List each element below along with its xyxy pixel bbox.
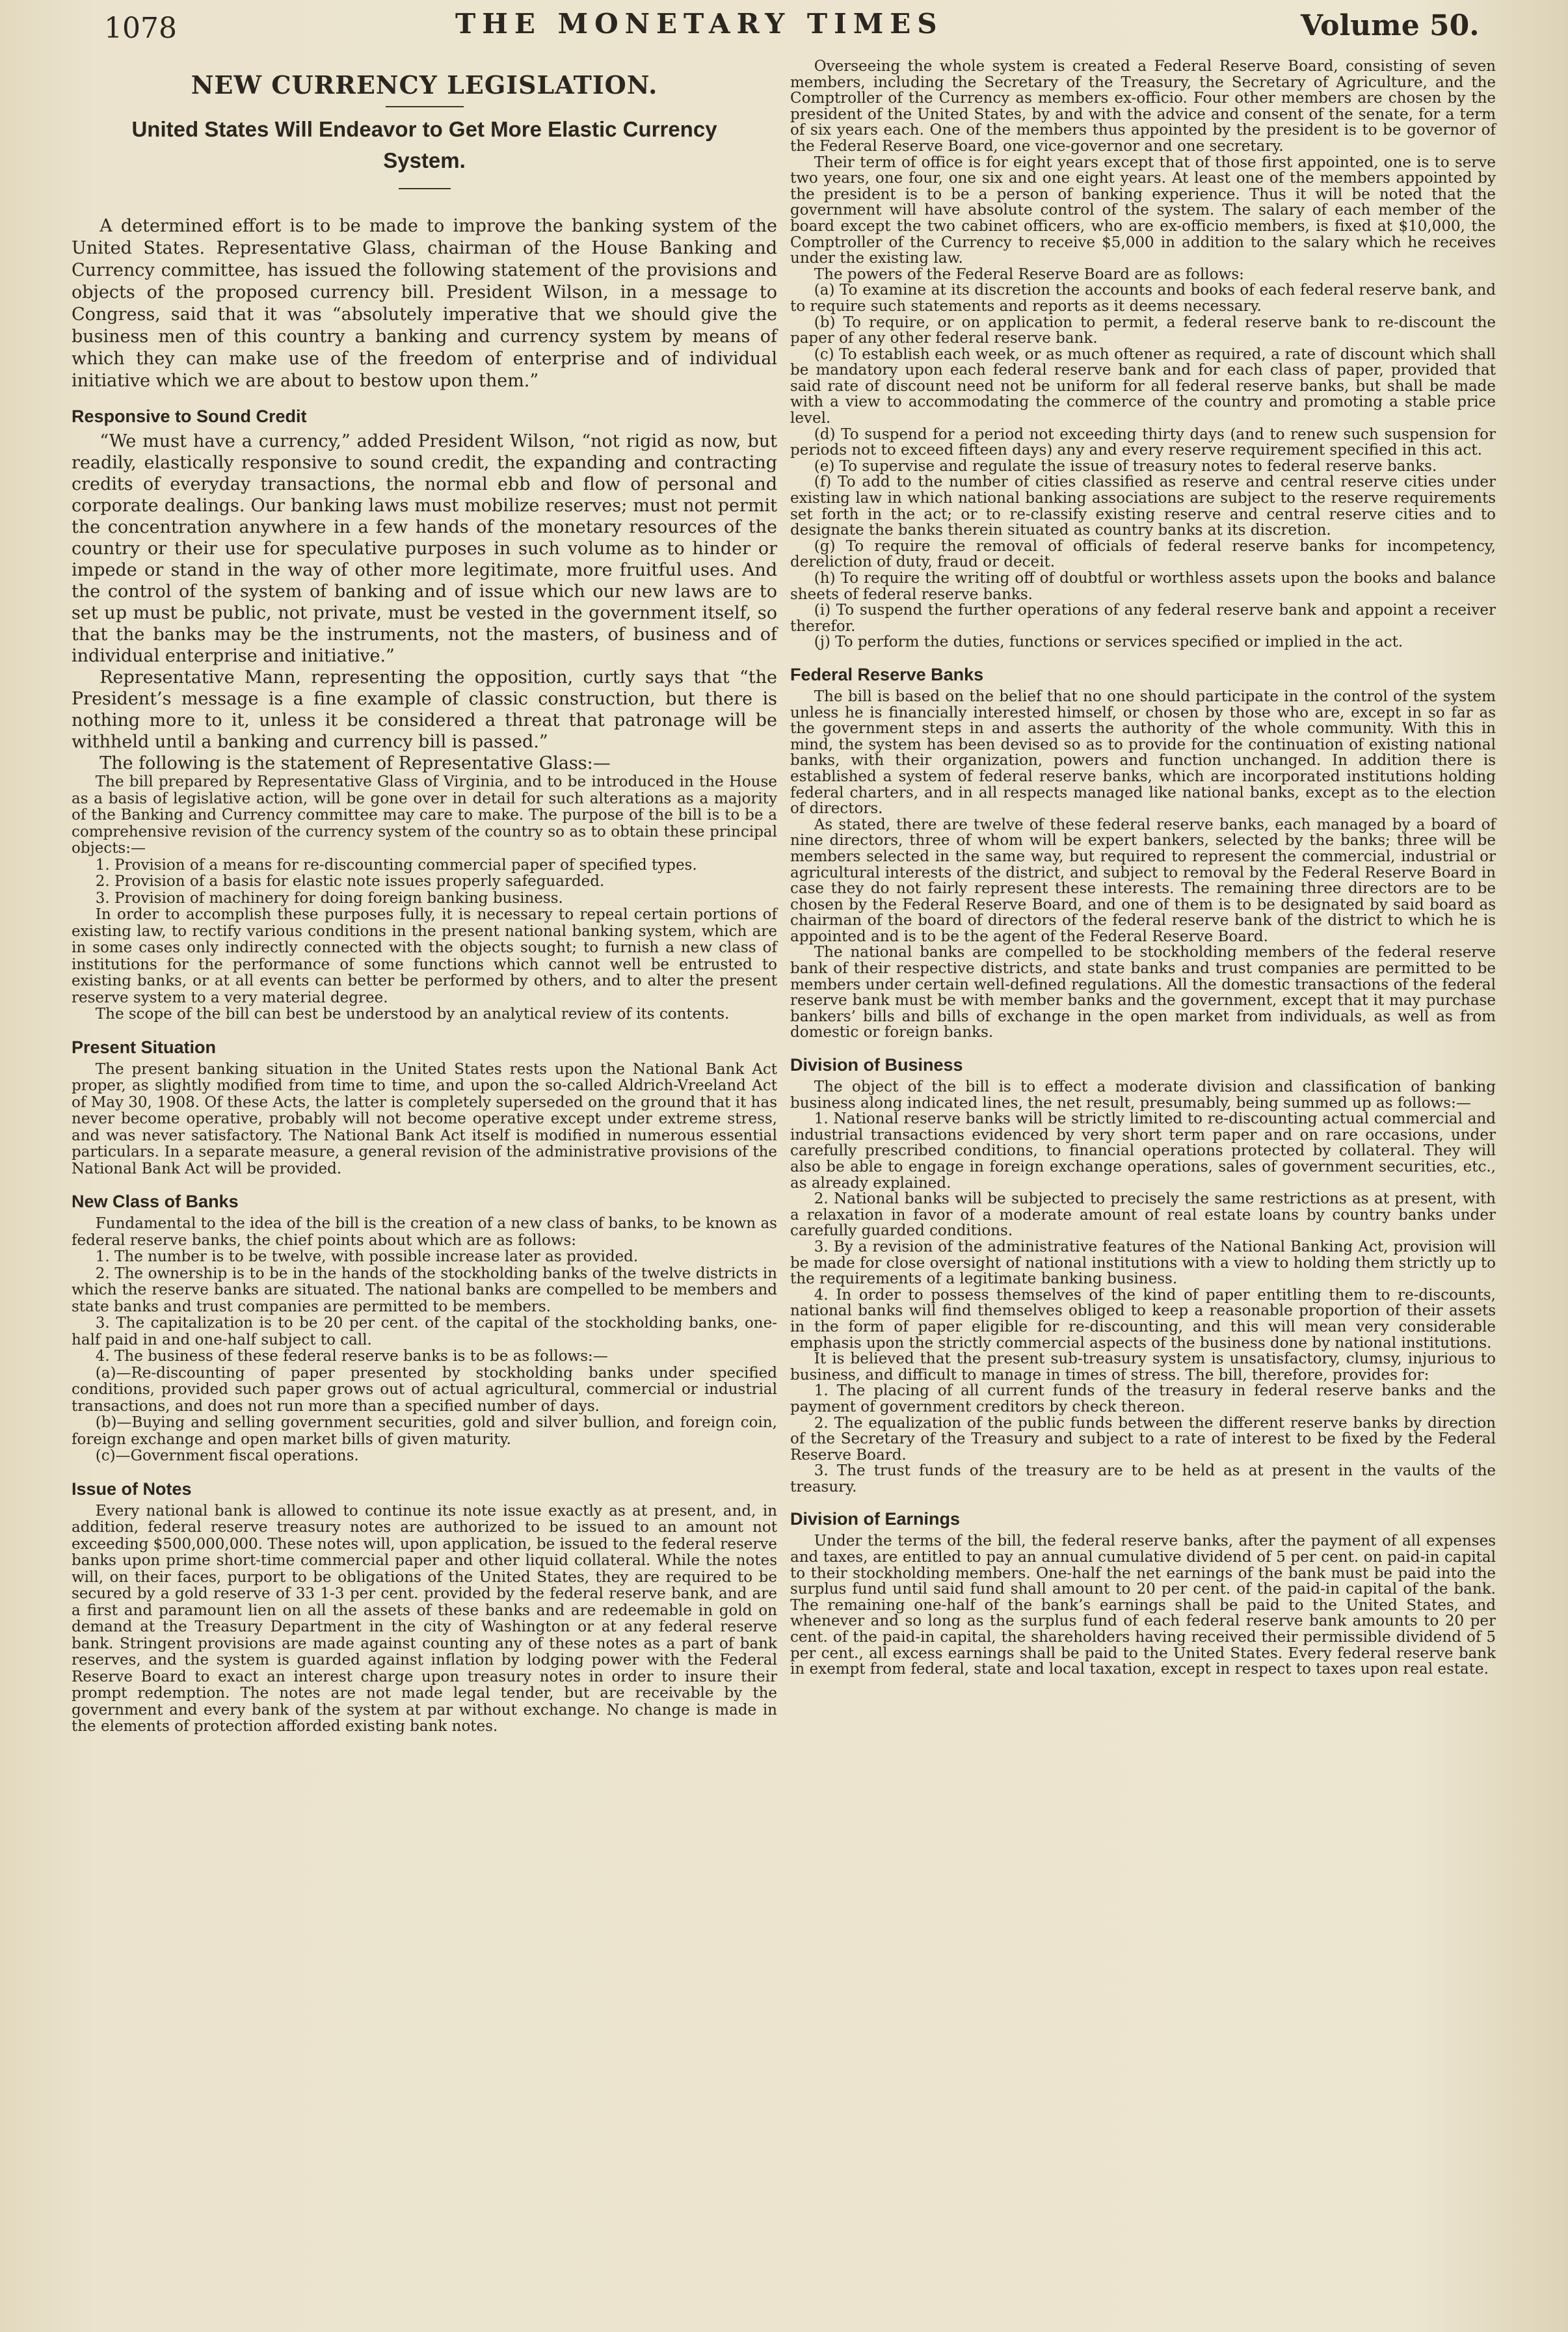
list-item: 3. Provision of machinery for doing foreign banking business. [95, 889, 563, 907]
paragraph: Under the terms of the bill, the federal reserve banks, after the payment of all expenses and taxes, are entitled to pay an annual cumulative dividend of 5 per cent. on paid-in capital to their stockholding members. One-half the net earnings of the bank must be paid into the surplus fund until said fund shall amount to 20 per cent. of the paid-in capital of the bank. The remaining one-half of the bank’s earnings shall be paid to the United States, and whenever and so long as the surplus fund of each federal reserve bank amounts to 20 per cent. of the paid-in capital, the shareholders having received their permissible dividend of 5 per cent., all excess earnings shall be paid to the United States. Every federal reserve bank in exempt from federal, state and local taxation, except in respect to taxes upon real estate. [790, 1533, 1496, 1678]
list-item: 3. The trust funds of the treasury are to be held as at present in the vaults of the treasury. [790, 1462, 1496, 1495]
paragraph: In order to accomplish these purposes fully, it is necessary to repeal certain portions of existing law, to rectify various conditions in the present national banking system, which are in some cases only indirectly connected with the objects sought; to furnish a new class of institutions for the performance of some functions which cannot well be entrusted to existing banks, or at all events can better be performed by others, and to alter the present reserve system to a very material degree. [72, 906, 777, 1006]
list-item: (g) To require the removal of officials of federal reserve banks for incompetency, dereliction of duty, fraud or deceit. [790, 537, 1496, 571]
section-earnings [790, 1533, 1496, 1677]
article-subheadline: United States Will Endeavor to Get More Elastic Currency System. [131, 117, 717, 172]
list-item: 3. The capitalization is to be 20 per cent. of the capital of the stockholding banks, one-half paid in and one-half subject to call. [72, 1315, 777, 1348]
paragraph: Overseeing the whole system is created a Federal Reserve Board, consisting of seven members, including the Secretary of the Treasury, the Secretary of Agriculture, and the Comptroller of the Currency as members ex-officio. Four other members are chosen by the president of the United States, by and with the advice and consent of the senate, for a term of six years each. One of the members thus appointed by the president is to be governor of the Federal Reserve Board, one vice-governor and one secretary. [790, 58, 1496, 155]
paragraph: Representative Mann, representing the opposition, curtly says that “the President’s message is a fine example of classic construction, but there is nothing more to it, unless it be considered a threat that patronage will be withheld until a banking and currency bill is passed.” [72, 667, 777, 752]
list-item: 2. Provision of a basis for elastic note issues properly safeguarded. [95, 873, 605, 890]
headline-rule [386, 106, 464, 107]
section-frbanks [790, 689, 1496, 1041]
section-present [72, 1062, 777, 1178]
section-heading-responsive: Responsive to Sound Credit [72, 407, 307, 426]
paragraph: Their term of office is for eight years except that of those first appointed, one is to serve two years, one four, one six and one eight years. At least one of the members appointed by the president is to be a person of banking experience. Thus it will be noted that the government will have absolute control of the system. The salary of each member of the board except the two cabinet officers, who are ex-officio members, is fixed at $10,000, the Comptroller of the Currency to receive $5,000 in addition to the salary which he receives under the existing law. [790, 154, 1496, 267]
list-item: 1. Provision of a means for re-discounting commercial paper of specified types. [95, 856, 697, 874]
section-heading-division: Division of Business [790, 1055, 963, 1075]
paragraph: The object of the bill is to effect a moderate division and classification of banking business along indicated lines, the net result, presumably, being summed up as follows:— [790, 1079, 1496, 1112]
list-item: 1. National reserve banks will be strictly limited to re-discounting actual commercial and industrial transactions evidenced by very short term paper and on rare occasions, under carefully prescribed conditions, to financial operations protected by collateral. They will also be able to engage in foreign exchange operations, sales of government securities, etc., as already explained. [790, 1110, 1496, 1192]
list-item: (e) To supervise and regulate the issue of treasury notes to federal reserve banks. [814, 457, 1437, 475]
list-item: (c)—Government fiscal operations. [95, 1447, 359, 1464]
list-item: 4. In order to possess themselves of the kind of paper entitling them to re-discounts, national banks will find themselves obliged to keep a reasonable proportion of their assets in the form of paper eligible for re-discounting, and this will mean very considerable emphasis upon the strictly commercial aspects of the business done by national institutions. [790, 1286, 1496, 1352]
list-item: (c) To establish each week, or as much oftener as required, a rate of discount which shall be mandatory upon each federal reserve bank and for each class of paper, provided that said rate of discount need not be uniform for all federal reserve banks, but shall be made with a view to accommodating the commerce of the country and promoting a stable price level. [790, 345, 1496, 427]
paragraph: Every national bank is allowed to continue its note issue exactly as at present, and, in addition, federal reserve treasury notes are authorized to be issued to an amount not exceeding $500,000,000. These notes will, upon application, be issued to the federal reserve banks upon prime short-time commercial paper and other liquid collateral. While the notes will, on their faces, purport to be obligations of the United States, they are required to be secured by a gold reserve of 33 1-3 per cent. provided by the federal reserve bank, and are a first and paramount lien on all the assets of these banks and are redeemable in gold on demand at the Treasury Department in the city of Washington or at any federal reserve bank. Stringent provisions are made against counting any of these notes as a part of bank reserves, and the system is guarded against inflation by lodging power with the Federal Reserve Board to exact an interest charge upon treasury notes in order to insure their prompt redemption. The notes are not made legal tender, but are receivable by the government and every bank of the system at par without exchange. No change is made in the elements of protection afforded existing bank notes. [72, 1502, 777, 1735]
list-item: 2. The ownership is to be in the hands of the stockholding banks of the twelve districts in which the reserve banks are situated. The national banks are compelled to be members and state banks and trust companies are permitted to be members. [72, 1265, 777, 1315]
paragraph: Fundamental to the idea of the bill is the creation of a new class of banks, to be known as federal reserve banks, the chief points about which are as follows: [72, 1215, 777, 1249]
list-item: (d) To suspend for a period not exceeding thirty days (and to renew such suspension for periods not to exceed fifteen days) any and every reserve requirement specified in this act. [790, 425, 1496, 459]
list-item: 1. The placing of all current funds of the treasury in federal reserve banks and the payment of government creditors by check thereon. [790, 1382, 1496, 1415]
section-heading-present: Present Situation [72, 1037, 217, 1057]
paragraph: “We must have a currency,” added President Wilson, “not rigid as now, but readily, elastically responsive to sound credit, the expanding and contracting credits of everyday transactions, the normal ebb and flow of personal and corporate dealings. Our banking laws must mobilize reserves; must not permit the concentration anywhere in a few hands of the monetary resources of the country or their use for speculative purposes in such volume as to hinder or impede or stand in the way of other more legitimate, more fruitful uses. And the control of the system of banking and of issue which our new laws are to set up must be public, not private, must be vested in the government itself, so that the banks may be the instruments, not the masters, of business and of individual enterprise and initiative.” [72, 431, 777, 666]
right-column [790, 59, 1496, 1678]
list-item: 4. The business of these federal reserve banks is to be as follows:— [95, 1348, 608, 1365]
intro-block [72, 215, 777, 392]
paragraph: The bill prepared by Representative Glass of Virginia, and to be introduced in the House as a basis of legislative action, will be gone over in detail for such alterations as a majority of the Banking and Currency committee may care to make. The purpose of the bill is to be a comprehensive revision of the currency system of the country so as to obtain these principal objects:— [72, 773, 777, 857]
list-item: 1. The number is to be twelve, with possible increase later as provided. [95, 1248, 639, 1265]
list-item: (i) To suspend the further operations of any federal reserve bank and appoint a receiver therefor. [790, 602, 1496, 635]
list-item: (a)—Re-discounting of paper presented by stockholding banks under specified conditions, provided such paper grows out of actual agricultural, commercial or industrial transactions, and does not run more than a specified number of days. [72, 1364, 777, 1415]
list-item: (j) To perform the duties, functions or services specified or implied in the act. [814, 634, 1403, 651]
list-item: (b)—Buying and selling government securities, gold and silver bullion, and foreign coin, foreign exchange and open market bills of given maturity. [72, 1414, 777, 1448]
list-item: 2. The equalization of the public funds between the different reserve banks by direction of the Secretary of the Treasury and subject to a rate of interest to be fixed by the Federal Reserve Board. [790, 1414, 1496, 1464]
paragraph: The powers of the Federal Reserve Board are as follows: [814, 265, 1244, 283]
left-column [72, 59, 777, 1736]
paragraph: The scope of the bill can best be understood by an analytical review of its contents. [95, 1006, 730, 1023]
section-newclass [72, 1216, 777, 1465]
section-division [790, 1079, 1496, 1495]
section-board [790, 59, 1496, 650]
section-heading-frbanks: Federal Reserve Banks [790, 664, 984, 684]
paragraph: The national banks are compelled to be stockholding members of the federal reserve bank of their respective districts, and state banks and trust companies are permitted to be members under certain well-defined regulations. All the domestic transactions of the federal reserve bank must be with member banks and the government, except that it may purchase bankers’ bills and bills of exchange in the open market from individuals, as well as from domestic or foreign banks. [790, 944, 1496, 1041]
paragraph: It is believed that the present sub-treasury system is unsatisfactory, clumsy, injurious to business, and difficult to manage in times of stress. The bill, therefore, provides for: [790, 1350, 1496, 1384]
paragraph: The following is the statement of Representative Glass:— [100, 753, 611, 773]
list-item: 3. By a revision of the administrative features of the National Banking Act, provision will be made for close oversight of national institutions with a view to holding them strictly up to the requirements of a legitimate banking business. [790, 1238, 1496, 1288]
list-item: 2. National banks will be subjected to precisely the same restrictions as at present, with a relaxation in favor of a moderate amount of real estate loans by country banks under carefully guarded conditions. [790, 1190, 1496, 1240]
article-headline: NEW CURRENCY LEGISLATION. [191, 70, 658, 100]
section-responsive [72, 431, 777, 1023]
running-title: THE MONETARY TIMES [455, 8, 944, 40]
section-heading-earnings: Division of Earnings [790, 1509, 961, 1529]
paragraph: As stated, there are twelve of these federal reserve banks, each managed by a board of nine directors, three of whom will be expert bankers, selected by the banks; three will be members selected in the same way, but required to represent the commercial, industrial or agricultural interests of the district, and subject to removal by the Federal Reserve Board in case they do not fairly represent these interests. The remaining three directors are to be chosen by the Federal Reserve Board, and one of them is to be designated by said board as chairman of the board of directors of the federal reserve bank of the district to which he is appointed and is to be the agent of the Federal Reserve Board. [790, 816, 1496, 945]
list-item: (b) To require, or on application to permit, a federal reserve bank to re-discount the paper of any other federal reserve bank. [790, 314, 1496, 347]
paragraph: The bill is based on the belief that no one should participate in the control of the system unless he is financially interested himself, or chosen by those who are, except in so far as the government steps in and asserts the authority of the whole community. With this in mind, the system has been devised so as to provide for the continuation of existing national banks, with their organization, powers and function unchanged. In addition there is established a system of federal reserve banks, which are incorporated institutions holding federal charters, and in all respects managed like national banks, except as to the election of directors. [790, 688, 1496, 818]
page-number: 1078 [104, 12, 177, 45]
intro-paragraph: A determined effort is to be made to improve the banking system of the United States. Representative Glass, chairman of the House Banking and Currency committee, has issued the following statement of the provisions and objects of the proposed currency bill. President Wilson, in a message to Congress, said that it was “absolutely imperative that we should give the business men of this country a banking and currency system by means of which they can make use of the freedom of enterprise and of individual initiative which we are about to bestow upon them.” [72, 216, 777, 391]
volume-label: Volume 50. [1301, 9, 1480, 42]
paragraph: The present banking situation in the United States rests upon the National Bank Act proper, as slightly modified from time to time, and upon the so-called Aldrich-Vreeland Act of May 30, 1908. Of these Acts, the latter is completely superseded on the ground that it has never become operative, probably will not become operative except under extreme stress, and was never satisfactory. The National Bank Act itself is modified in numerous essential particulars. In a separate measure, a general revision of the administrative provisions of the National Bank Act will be provided. [72, 1060, 777, 1177]
section-heading-notes: Issue of Notes [72, 1479, 192, 1499]
section-notes [72, 1503, 777, 1736]
list-item: (a) To examine at its discretion the accounts and books of each federal reserve bank, and to require such statements and reports as it deems necessary. [790, 282, 1496, 315]
list-item: (f) To add to the number of cities classified as reserve and central reserve cities under existing law in which national banking associations are subject to the reserve requirements set forth in the act; or to re-classify existing reserve and central reserve cities and to designate the banks therein situated as country banks at its discretion. [790, 474, 1496, 539]
section-heading-newclass: New Class of Banks [72, 1192, 239, 1211]
list-item: (h) To require the writing off of doubtful or worthless assets upon the books and balance sheets of federal reserve banks. [790, 570, 1496, 603]
subheadline-rule [399, 188, 451, 189]
